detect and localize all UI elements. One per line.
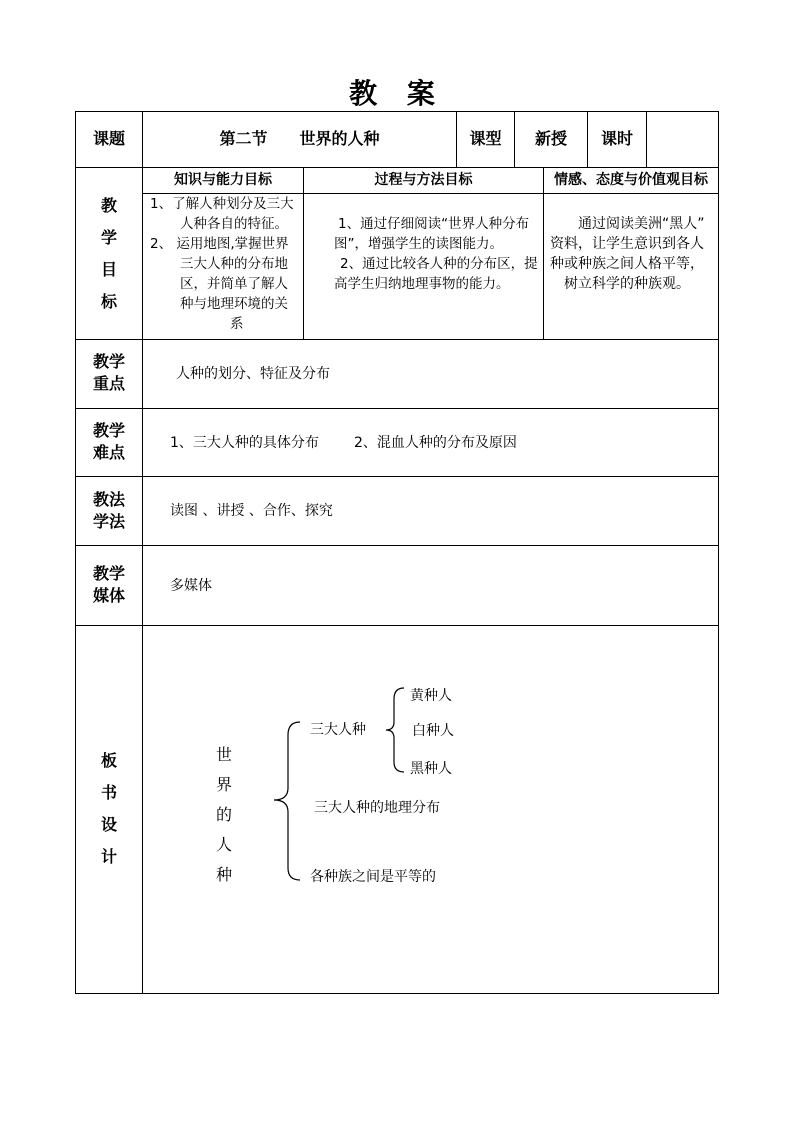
board-branch-1: 三大人种 bbox=[310, 722, 366, 738]
board-sub-item-1: 黄种人 bbox=[410, 688, 452, 704]
board-label-char: 设 bbox=[100, 815, 117, 834]
objective-line: 通过阅读美洲“黑人” bbox=[578, 216, 705, 232]
media-value: 多媒体 bbox=[170, 578, 212, 594]
objectives-label-char: 学 bbox=[100, 228, 117, 247]
objectives-label-char: 教 bbox=[100, 196, 117, 215]
board-branch-2: 三大人种的地理分布 bbox=[314, 800, 440, 816]
objective-line: 区，并简单了解人 bbox=[180, 276, 288, 292]
board-label-char: 计 bbox=[100, 847, 117, 866]
process-header: 过程与方法目标 bbox=[374, 172, 473, 188]
document-title: 教 案 bbox=[349, 77, 445, 110]
lesson-type-label: 课型 bbox=[469, 129, 502, 148]
main-brace bbox=[274, 722, 300, 880]
objective-line: 三大人种的分布地 bbox=[180, 256, 288, 272]
objectives-label-char: 标 bbox=[100, 292, 117, 311]
objective-line: 2、通过比较各人种的分布区，提 bbox=[340, 256, 538, 272]
objectives-label-char: 目 bbox=[100, 260, 117, 279]
objective-line: 资料，让学生意识到各人 bbox=[550, 236, 704, 252]
key-points-value: 人种的划分、特征及分布 bbox=[176, 366, 330, 382]
attitude-header: 情感、态度与价值观目标 bbox=[554, 172, 708, 188]
media-label-2: 媒体 bbox=[92, 586, 125, 605]
methods-label-1: 教法 bbox=[92, 490, 125, 509]
objective-line: 人种各自的特征。 bbox=[180, 216, 288, 232]
difficulty-item-2: 2、混血人种的分布及原因 bbox=[354, 435, 517, 451]
methods-value: 读图 、讲授 、合作、探究 bbox=[170, 503, 333, 519]
difficulties-label-2: 难点 bbox=[92, 443, 125, 462]
board-main-char: 界 bbox=[215, 775, 232, 794]
objective-line: 种与地理环境的关 bbox=[180, 296, 288, 312]
key-points-label-1: 教学 bbox=[92, 352, 125, 371]
sub-brace bbox=[386, 688, 404, 772]
lesson-type-value: 新授 bbox=[534, 129, 567, 148]
objective-line: 种或种族之间人格平等， bbox=[550, 256, 704, 272]
difficulties-label-1: 教学 bbox=[92, 421, 125, 440]
board-branch-3: 各种族之间是平等的 bbox=[310, 869, 436, 885]
board-main-char: 人 bbox=[215, 835, 232, 854]
methods-label-2: 学法 bbox=[92, 512, 125, 531]
objective-line: 图”，增强学生的读图能力。 bbox=[334, 236, 503, 252]
topic-value: 第二节 世界的人种 bbox=[219, 129, 380, 148]
board-sub-item-2: 白种人 bbox=[412, 723, 454, 739]
topic-label: 课题 bbox=[92, 129, 125, 148]
media-label-1: 教学 bbox=[92, 564, 125, 583]
board-sub-item-3: 黑种人 bbox=[410, 761, 452, 777]
board-main-char: 种 bbox=[215, 865, 232, 884]
objective-line: 高学生归纳地理事物的能力。 bbox=[334, 276, 510, 292]
board-main-char: 世 bbox=[215, 745, 232, 764]
board-label-char: 板 bbox=[100, 751, 117, 770]
objective-line: 2、 运用地图,掌握世界 bbox=[150, 236, 289, 252]
board-main-char: 的 bbox=[215, 805, 232, 824]
objective-line: 系 bbox=[230, 316, 244, 332]
knowledge-header: 知识与能力目标 bbox=[174, 172, 272, 188]
objective-line: 1、通过仔细阅读“世界人种分布 bbox=[338, 216, 530, 232]
key-points-label-2: 重点 bbox=[92, 374, 125, 393]
difficulty-item-1: 1、三大人种的具体分布 bbox=[170, 435, 319, 451]
objective-line: 树立科学的种族观。 bbox=[564, 276, 690, 292]
period-label: 课时 bbox=[600, 129, 633, 148]
objective-line: 1、了解人种划分及三大 bbox=[150, 196, 294, 212]
board-label-char: 书 bbox=[100, 783, 117, 802]
